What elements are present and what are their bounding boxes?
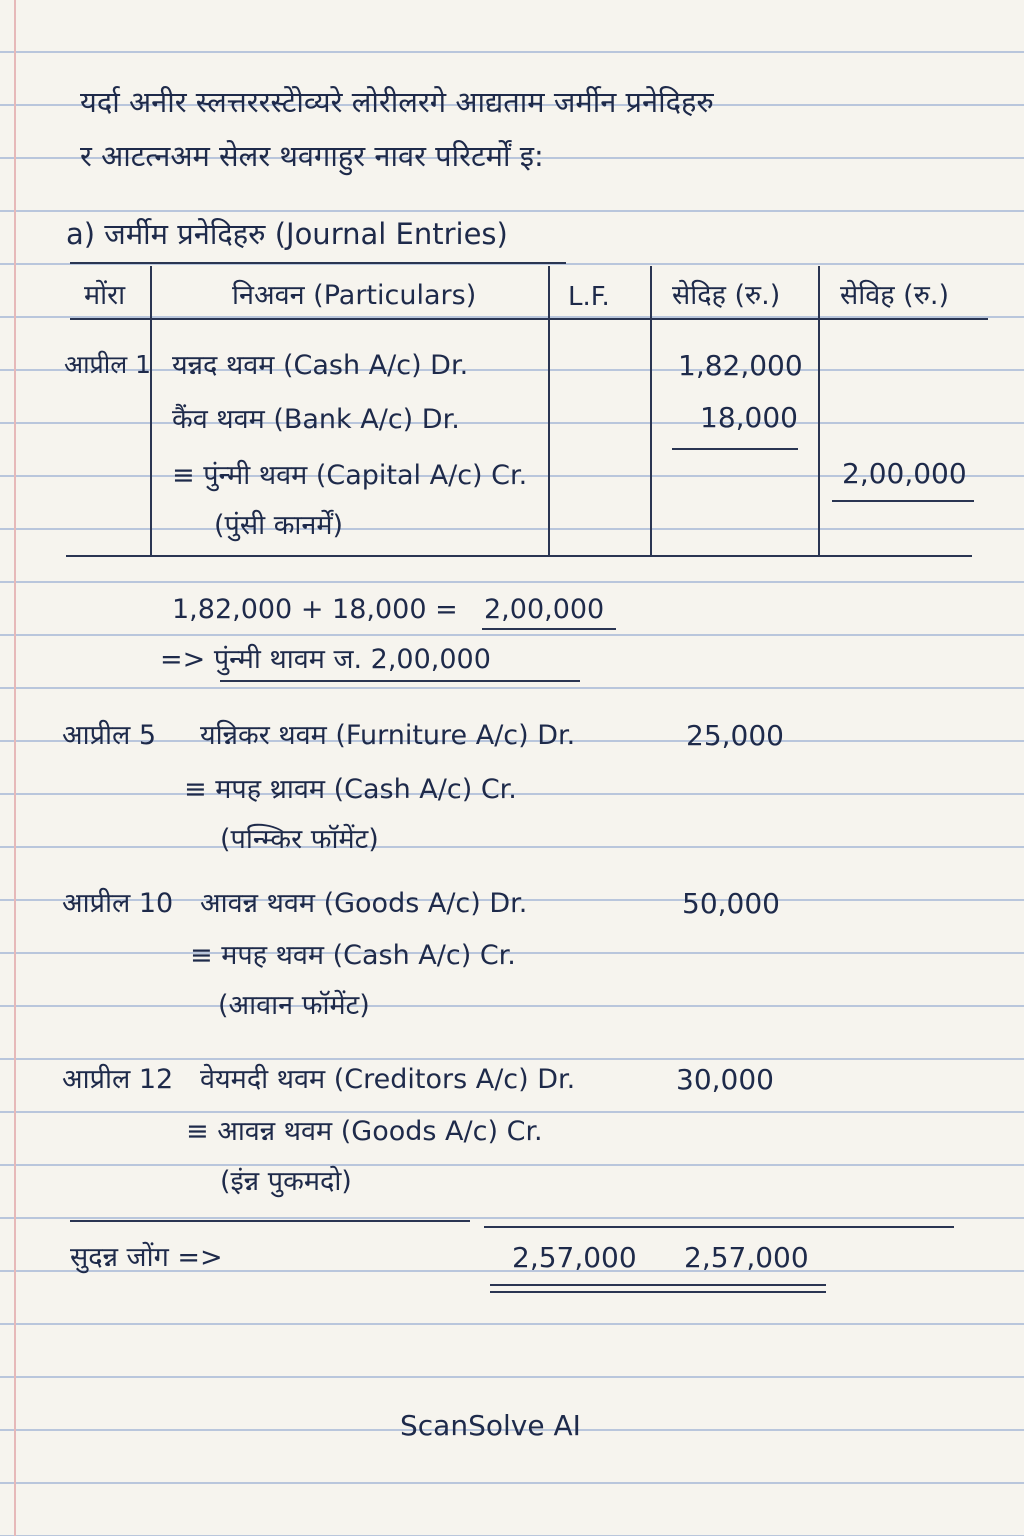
subtotal-rule	[672, 448, 798, 450]
entry-date: आप्रील 5	[62, 720, 157, 751]
debit-amount: 1,82,000	[678, 349, 803, 382]
entry-amount: 25,000	[686, 719, 784, 752]
header-lf: L.F.	[568, 282, 610, 312]
entry-date: आप्रील 12	[62, 1064, 174, 1095]
total-label: सुदन्न जोंग =>	[70, 1242, 223, 1273]
column-divider	[818, 266, 820, 556]
header-date: मोंरा	[84, 280, 126, 311]
credit-amount: 2,00,000	[842, 457, 967, 490]
notebook-margin-line	[14, 0, 16, 1536]
calc-result: 2,00,000	[484, 594, 605, 625]
entry-narration: (आवान फॉमेंट)	[218, 990, 370, 1021]
entry-narration: (पुंसी कानर्में)	[214, 510, 344, 541]
entry-amount: 50,000	[682, 887, 780, 920]
column-divider	[150, 266, 152, 556]
header-debit: सेदिह (रु.)	[672, 280, 781, 311]
entry-narration: (पन्म्किर फॉमेंट)	[220, 824, 379, 855]
total-double-underline	[490, 1291, 826, 1293]
entry-date: आप्रील 1	[64, 350, 152, 379]
header-credit: सेविह (रु.)	[840, 280, 949, 311]
total-debit: 2,57,000	[512, 1241, 637, 1274]
entry-line: यन्नद थवम (Cash A/c) Dr.	[172, 350, 469, 381]
entry-amount: 30,000	[676, 1063, 774, 1096]
header-particulars: निअवन (Particulars)	[232, 280, 477, 311]
calc-result-underline	[482, 628, 616, 630]
table-bottom-rule	[66, 555, 972, 557]
column-divider	[650, 266, 652, 556]
entry-line: कैंव थवम (Bank A/c) Dr.	[172, 404, 460, 435]
total-rule	[70, 1220, 470, 1222]
entry-line: वेयमदी थवम (Creditors A/c) Dr.	[200, 1064, 576, 1095]
entry-line: ≡ पुंन्मी थवम (Capital A/c) Cr.	[172, 460, 528, 491]
calc-sum: 1,82,000 + 18,000 =	[172, 594, 458, 625]
total-credit: 2,57,000	[684, 1241, 809, 1274]
entry-narration: (इंन्न पुकमदो)	[220, 1166, 352, 1197]
entry-line: आवन्न थवम (Goods A/c) Dr.	[200, 888, 528, 919]
calc-conclusion: => पुंन्मी थावम ज. 2,00,000	[160, 644, 491, 675]
header-rule	[70, 318, 988, 320]
total-double-underline	[490, 1284, 826, 1286]
entry-line: यन्निकर थवम (Furniture A/c) Dr.	[200, 720, 576, 751]
total-rule	[484, 1226, 954, 1228]
entry-line: ≡ मपह थ्रावम (Cash A/c) Cr.	[184, 774, 517, 805]
column-divider	[548, 266, 550, 556]
section-title: a) जर्मीम प्रनेदिहरु (Journal Entries)	[66, 217, 508, 251]
intro-line-1: यर्दा अनीर स्लत्तररस्टेोव्यरे लोरीलरगे आद्यताम जर्मीन प्रनेदिहरु	[80, 85, 714, 119]
intro-line-2: र आटत्नअम सेलर थवगाहुर नावर परिटर्मों इ:	[80, 139, 544, 173]
credit-underline	[832, 500, 974, 502]
title-underline	[70, 262, 566, 264]
calc-conclusion-underline	[220, 680, 580, 682]
debit-amount: 18,000	[700, 401, 798, 434]
entry-line: ≡ आवन्न थवम (Goods A/c) Cr.	[186, 1116, 543, 1147]
watermark: ScanSolve AI	[400, 1409, 581, 1442]
entry-line: ≡ मपह थवम (Cash A/c) Cr.	[190, 940, 516, 971]
entry-date: आप्रील 10	[62, 888, 174, 919]
